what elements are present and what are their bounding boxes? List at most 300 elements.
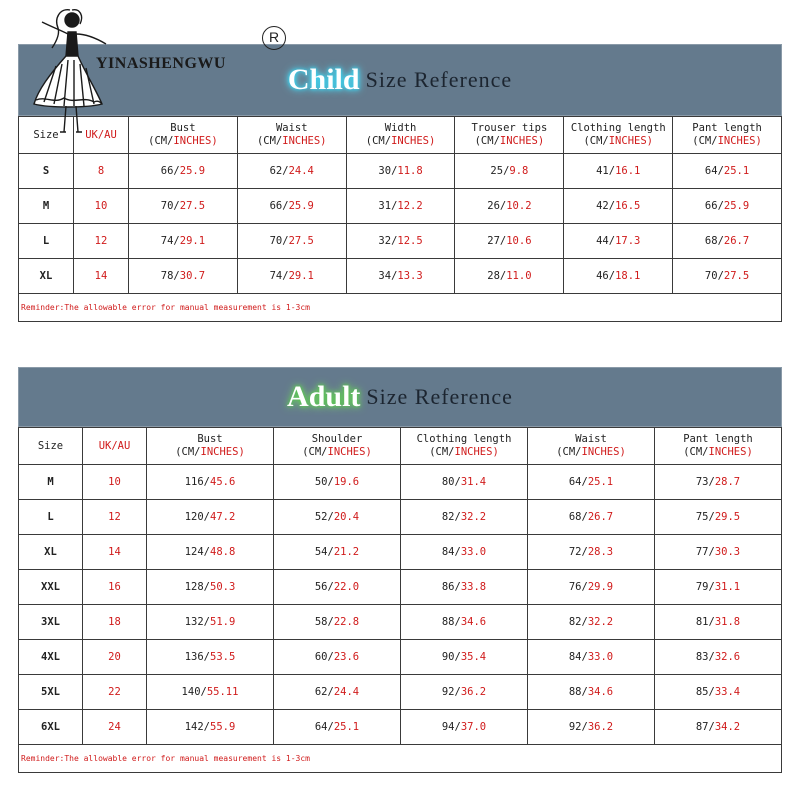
adult-value-separator: / [454, 721, 461, 733]
child-measure-cell [346, 259, 455, 294]
adult-inch-value: 34.6 [587, 686, 614, 698]
adult-cm-value: 84 [568, 651, 582, 663]
adult-header-cell [401, 428, 528, 465]
adult-measure-cell [147, 675, 274, 710]
adult-value-separator: / [708, 476, 715, 488]
adult-header-cell [147, 428, 274, 465]
adult-cm-value: 136 [184, 651, 204, 663]
child-header-unit [564, 135, 672, 148]
child-unit-cm: (CM/ [474, 135, 500, 147]
adult-cm-value: 73 [695, 476, 709, 488]
adult-measure-cell [528, 640, 655, 675]
adult-inch-value: 29.5 [714, 511, 741, 523]
adult-measure-cell [655, 675, 782, 710]
adult-unit-inches: INCHES) [581, 446, 626, 458]
adult-value-separator: / [581, 616, 588, 628]
child-value-separator: / [391, 165, 398, 177]
child-size-panel [18, 44, 782, 322]
child-measure-cell [237, 189, 346, 224]
child-header-label: Pant length [692, 122, 762, 134]
child-measure-cell [564, 154, 673, 189]
adult-header-unit [528, 446, 654, 459]
adult-unit-cm: (CM/ [302, 446, 328, 458]
adult-inch-value: 34.6 [460, 616, 487, 628]
child-measure-cell [346, 189, 455, 224]
child-measure-cell [346, 224, 455, 259]
adult-cm-value: 120 [184, 511, 204, 523]
child-measure-cell [455, 259, 564, 294]
adult-measure-cell [147, 605, 274, 640]
child-unit-cm: (CM/ [148, 135, 174, 147]
child-unit-cm: (CM/ [256, 135, 283, 147]
adult-header-cell [655, 428, 782, 465]
child-value-separator: / [608, 270, 616, 282]
child-value-separator: / [282, 270, 289, 282]
adult-value-separator: / [454, 581, 461, 593]
child-cm-value: 44 [596, 235, 609, 247]
adult-cm-value: 128 [184, 581, 204, 593]
child-size-cell: M [19, 189, 74, 224]
child-title-rest: Size Reference [365, 67, 513, 92]
child-header-label: Bust [170, 122, 196, 134]
adult-cm-value: 92 [568, 721, 582, 733]
adult-measure-cell [274, 675, 401, 710]
child-cm-value: 30 [378, 165, 392, 177]
adult-cm-value: 82 [568, 616, 582, 628]
adult-inch-value: 34.2 [714, 721, 741, 733]
child-cm-value: 27 [487, 235, 500, 247]
adult-measure-cell [147, 640, 274, 675]
adult-inch-value: 20.4 [333, 511, 360, 523]
child-title-word: Child [287, 63, 360, 96]
adult-inch-value: 22.8 [333, 616, 360, 628]
child-value-separator: / [499, 235, 507, 247]
adult-value-separator: / [581, 581, 588, 593]
child-inch-value: 13.3 [397, 270, 423, 282]
adult-size-cell: M [19, 465, 83, 500]
child-inch-value: 17.3 [615, 235, 641, 247]
child-value-separator: / [173, 165, 180, 177]
adult-inch-value: 25.1 [587, 476, 614, 488]
adult-uk-au-cell: 16 [83, 570, 147, 605]
child-header-unit [129, 135, 237, 148]
adult-cm-value: 84 [441, 546, 455, 558]
child-value-separator: / [499, 200, 507, 212]
adult-inch-value: 35.4 [460, 651, 487, 663]
adult-cm-value: 60 [314, 651, 328, 663]
child-header-label: Size [33, 128, 59, 141]
child-cm-value: 70 [704, 270, 718, 282]
adult-measure-cell [655, 465, 782, 500]
child-cm-value: 31 [378, 200, 392, 212]
child-value-separator: / [608, 165, 616, 177]
child-inch-value: 27.5 [723, 270, 750, 282]
child-value-separator: / [608, 235, 616, 247]
adult-table-row [19, 570, 782, 605]
adult-header-label: Bust [197, 433, 223, 445]
adult-measure-cell [274, 605, 401, 640]
adult-value-separator: / [327, 686, 334, 698]
child-measure-cell [237, 154, 346, 189]
child-cm-value: 34 [378, 270, 392, 282]
child-inch-value: 16.5 [615, 200, 641, 212]
adult-cm-value: 58 [314, 616, 328, 628]
child-unit-inches: INCHES) [282, 135, 327, 147]
adult-cm-value: 124 [184, 546, 204, 558]
child-table-row [19, 189, 782, 224]
adult-measure-cell [528, 710, 655, 745]
child-measure-cell [129, 189, 238, 224]
child-header-cell [673, 117, 782, 154]
child-unit-cm: (CM/ [365, 135, 392, 147]
child-inch-value: 11.8 [397, 165, 423, 177]
adult-value-separator: / [581, 686, 588, 698]
adult-cm-value: 72 [568, 546, 582, 558]
child-inch-value: 27.5 [179, 200, 206, 212]
child-cm-value: 66 [704, 200, 718, 212]
child-measure-cell [237, 224, 346, 259]
child-measure-cell [237, 259, 346, 294]
adult-cm-value: 68 [568, 511, 582, 523]
adult-value-separator: / [581, 721, 588, 733]
child-cm-value: 66 [269, 200, 283, 212]
adult-header-cell [528, 428, 655, 465]
child-inch-value: 12.2 [397, 200, 423, 212]
adult-inch-value: 22.0 [333, 581, 360, 593]
child-value-separator: / [717, 270, 724, 282]
adult-unit-cm: (CM/ [175, 446, 201, 458]
adult-inch-value: 36.2 [460, 686, 487, 698]
adult-measure-cell [274, 570, 401, 605]
child-header-unit [673, 135, 781, 148]
adult-value-separator: / [327, 511, 334, 523]
child-measure-cell [673, 259, 782, 294]
child-inch-value: 24.4 [288, 165, 314, 177]
adult-inch-value: 33.0 [460, 546, 487, 558]
adult-cm-value: 87 [695, 721, 709, 733]
adult-value-separator: / [708, 581, 715, 593]
child-unit-inches: INCHES) [173, 135, 218, 147]
adult-cm-value: 81 [695, 616, 709, 628]
adult-inch-value: 33.8 [460, 581, 487, 593]
child-header-cell [346, 117, 455, 154]
adult-size-cell: 3XL [19, 605, 83, 640]
adult-inch-value: 26.7 [587, 511, 614, 523]
child-value-separator: / [391, 200, 398, 212]
child-header-label: Width [384, 122, 417, 134]
adult-uk-au-cell: 20 [83, 640, 147, 675]
child-measure-cell [129, 259, 238, 294]
adult-measure-cell [528, 570, 655, 605]
child-cm-value: 28 [487, 270, 500, 282]
adult-inch-value: 33.0 [587, 651, 614, 663]
child-measure-cell [129, 224, 238, 259]
child-unit-inches: INCHES) [717, 135, 762, 147]
adult-header-label: Clothing length [416, 433, 512, 445]
adult-measure-cell [655, 605, 782, 640]
adult-header-unit [655, 446, 781, 459]
child-value-separator: / [173, 200, 180, 212]
adult-header-label: Waist [575, 433, 607, 445]
adult-size-panel [18, 367, 782, 773]
child-unit-inches: INCHES) [499, 135, 545, 147]
adult-value-separator: / [454, 616, 461, 628]
child-inch-value: 30.7 [179, 270, 206, 282]
child-inch-value: 29.1 [288, 270, 314, 282]
child-value-separator: / [391, 235, 398, 247]
child-inch-value: 25.9 [179, 165, 206, 177]
adult-inch-value: 32.2 [460, 511, 487, 523]
dancer-logo-icon [30, 4, 120, 144]
adult-inch-value: 31.1 [714, 581, 741, 593]
adult-inch-value: 37.0 [460, 721, 487, 733]
adult-header-unit [401, 446, 527, 459]
adult-cm-value: 54 [314, 546, 328, 558]
adult-value-separator: / [708, 721, 715, 733]
adult-cm-value: 85 [695, 686, 709, 698]
adult-cm-value: 88 [441, 616, 455, 628]
adult-reminder-note: Reminder:The allowable error for manual measurement is 1-3cm [18, 745, 782, 773]
adult-value-separator: / [203, 651, 210, 663]
adult-cm-value: 56 [314, 581, 328, 593]
child-uk-au-cell: 12 [74, 224, 129, 259]
adult-size-table [18, 427, 782, 745]
child-cm-value: 70 [269, 235, 283, 247]
child-header-label: UK/AU [85, 128, 117, 141]
child-reminder-note: Reminder:The allowable error for manual measurement is 1-3cm [18, 294, 782, 322]
adult-value-separator: / [454, 511, 461, 523]
adult-size-cell: 5XL [19, 675, 83, 710]
adult-inch-value: 21.2 [333, 546, 360, 558]
child-measure-cell [673, 224, 782, 259]
adult-unit-cm: (CM/ [683, 446, 709, 458]
adult-cm-value: 64 [568, 476, 582, 488]
adult-size-cell: L [19, 500, 83, 535]
adult-cm-value: 92 [441, 686, 455, 698]
adult-value-separator: / [327, 721, 334, 733]
adult-header-unit [274, 446, 400, 459]
child-table-row [19, 154, 782, 189]
child-cm-value: 66 [160, 165, 174, 177]
adult-inch-value: 24.4 [333, 686, 360, 698]
child-inch-value: 26.7 [723, 235, 750, 247]
child-inch-value: 12.5 [397, 235, 423, 247]
adult-uk-au-cell: 24 [83, 710, 147, 745]
child-value-separator: / [717, 200, 724, 212]
adult-cm-value: 142 [184, 721, 204, 733]
adult-unit-inches: INCHES) [327, 446, 372, 458]
child-inch-value: 18.1 [615, 270, 641, 282]
adult-cm-value: 116 [184, 476, 204, 488]
adult-value-separator: / [203, 616, 210, 628]
adult-inch-value: 33.4 [714, 686, 741, 698]
child-measure-cell [564, 224, 673, 259]
adult-cm-value: 90 [441, 651, 455, 663]
child-uk-au-cell: 10 [74, 189, 129, 224]
adult-measure-cell [655, 570, 782, 605]
adult-measure-cell [528, 675, 655, 710]
adult-inch-value: 31.8 [714, 616, 741, 628]
adult-measure-cell [401, 465, 528, 500]
adult-value-separator: / [454, 651, 461, 663]
adult-table-row [19, 535, 782, 570]
adult-value-separator: / [581, 511, 588, 523]
adult-inch-value: 36.2 [587, 721, 614, 733]
adult-inch-value: 45.6 [210, 476, 236, 488]
child-cm-value: 26 [487, 200, 500, 212]
adult-header-label: Pant length [683, 433, 753, 445]
adult-inch-value: 23.6 [333, 651, 360, 663]
adult-value-separator: / [454, 686, 461, 698]
adult-cm-value: 94 [441, 721, 455, 733]
adult-header-cell [274, 428, 401, 465]
adult-inch-value: 53.5 [210, 651, 236, 663]
child-measure-cell [673, 189, 782, 224]
adult-value-separator: / [203, 721, 210, 733]
adult-cm-value: 76 [568, 581, 582, 593]
adult-measure-cell [147, 535, 274, 570]
adult-measure-cell [401, 710, 528, 745]
adult-measure-cell [528, 465, 655, 500]
adult-measure-cell [528, 605, 655, 640]
child-value-separator: / [282, 235, 289, 247]
adult-cm-value: 62 [314, 686, 328, 698]
child-cm-value: 25 [490, 165, 504, 177]
adult-value-separator: / [327, 476, 334, 488]
adult-inch-value: 32.2 [587, 616, 614, 628]
child-cm-value: 32 [378, 235, 392, 247]
adult-value-separator: / [203, 581, 210, 593]
adult-measure-cell [655, 640, 782, 675]
child-measure-cell [346, 154, 455, 189]
adult-inch-value: 28.7 [714, 476, 741, 488]
child-uk-au-cell: 8 [74, 154, 129, 189]
child-table-row [19, 259, 782, 294]
adult-measure-cell [147, 500, 274, 535]
adult-header-cell [83, 428, 147, 465]
child-uk-au-cell: 14 [74, 259, 129, 294]
adult-title-word: Adult [287, 380, 361, 413]
child-header-cell [237, 117, 346, 154]
adult-size-cell: 4XL [19, 640, 83, 675]
adult-cm-value: 52 [314, 511, 328, 523]
adult-table-row [19, 500, 782, 535]
adult-measure-cell [528, 500, 655, 535]
brand-name: YINASHENGWU [96, 55, 226, 72]
adult-title-rest: Size Reference [366, 384, 513, 409]
child-measure-cell [129, 154, 238, 189]
child-inch-value: 25.9 [288, 200, 314, 212]
adult-inch-value: 31.4 [460, 476, 487, 488]
child-header-unit [238, 135, 346, 148]
child-value-separator: / [717, 235, 724, 247]
adult-value-separator: / [708, 546, 715, 558]
adult-unit-inches: INCHES) [454, 446, 499, 458]
child-measure-cell [673, 154, 782, 189]
adult-cm-value: 75 [695, 511, 709, 523]
adult-measure-cell [401, 535, 528, 570]
adult-measure-cell [274, 535, 401, 570]
adult-value-separator: / [708, 686, 715, 698]
child-header-cell [455, 117, 564, 154]
adult-inch-value: 55.9 [210, 721, 236, 733]
child-size-cell: XL [19, 259, 74, 294]
child-cm-value: 41 [596, 165, 609, 177]
adult-unit-cm: (CM/ [556, 446, 582, 458]
adult-value-separator: / [203, 546, 210, 558]
child-value-separator: / [282, 165, 289, 177]
child-header-cell [564, 117, 673, 154]
adult-cm-value: 140 [181, 686, 201, 698]
adult-size-cell: 6XL [19, 710, 83, 745]
child-header-label: Clothing length [570, 122, 666, 134]
adult-cm-value: 86 [441, 581, 455, 593]
adult-unit-inches: INCHES) [708, 446, 753, 458]
adult-cm-value: 80 [441, 476, 455, 488]
child-inch-value: 9.8 [509, 165, 529, 177]
child-cm-value: 46 [596, 270, 609, 282]
adult-cm-value: 50 [314, 476, 328, 488]
child-size-cell: L [19, 224, 74, 259]
adult-measure-cell [274, 500, 401, 535]
adult-table-row [19, 675, 782, 710]
adult-value-separator: / [203, 476, 210, 488]
adult-inch-value: 32.6 [714, 651, 741, 663]
adult-value-separator: / [200, 686, 207, 698]
child-header-label: Waist [275, 122, 308, 134]
adult-inch-value: 48.8 [210, 546, 236, 558]
adult-inch-value: 55.11 [206, 686, 239, 698]
child-table-row [19, 224, 782, 259]
adult-measure-cell [147, 465, 274, 500]
child-unit-inches: INCHES) [391, 135, 436, 147]
child-header-unit [455, 135, 563, 148]
adult-cm-value: 64 [314, 721, 328, 733]
adult-inch-value: 28.3 [587, 546, 614, 558]
child-inch-value: 25.1 [723, 165, 750, 177]
adult-value-separator: / [581, 651, 588, 663]
adult-measure-cell [401, 675, 528, 710]
adult-size-cell: XXL [19, 570, 83, 605]
adult-cm-value: 83 [695, 651, 709, 663]
adult-header-label: Shoulder [311, 433, 363, 445]
adult-value-separator: / [581, 476, 588, 488]
adult-measure-cell [274, 465, 401, 500]
adult-measure-cell [401, 605, 528, 640]
adult-inch-value: 51.9 [210, 616, 236, 628]
child-measure-cell [564, 259, 673, 294]
child-size-table [18, 116, 782, 294]
adult-measure-cell [147, 570, 274, 605]
child-size-cell: S [19, 154, 74, 189]
adult-value-separator: / [581, 546, 588, 558]
adult-header-label: Size [37, 439, 64, 452]
child-cm-value: 62 [269, 165, 283, 177]
child-value-separator: / [717, 165, 724, 177]
adult-cm-value: 88 [568, 686, 582, 698]
adult-uk-au-cell: 10 [83, 465, 147, 500]
child-inch-value: 10.6 [506, 235, 532, 247]
adult-value-separator: / [327, 616, 334, 628]
adult-table-row [19, 640, 782, 675]
child-cm-value: 64 [704, 165, 718, 177]
child-inch-value: 27.5 [288, 235, 314, 247]
child-unit-inches: INCHES) [608, 135, 653, 147]
adult-value-separator: / [708, 616, 715, 628]
child-inch-value: 29.1 [179, 235, 206, 247]
child-cm-value: 70 [160, 200, 174, 212]
adult-inch-value: 50.3 [210, 581, 236, 593]
